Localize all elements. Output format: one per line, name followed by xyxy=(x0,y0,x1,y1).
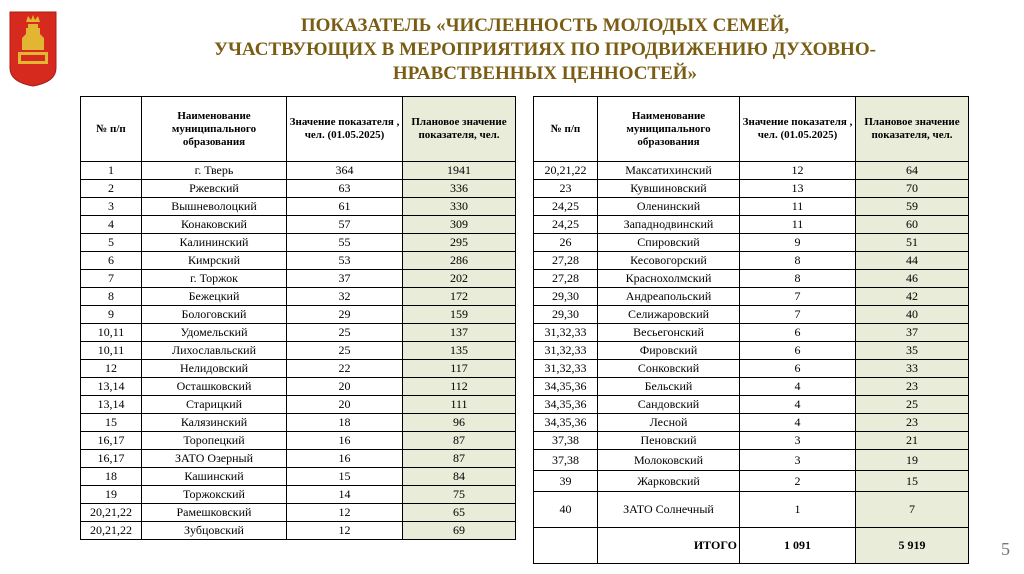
row-plan: 19 xyxy=(856,450,969,471)
row-name: Кашинский xyxy=(142,468,287,486)
row-num: 31,32,33 xyxy=(534,324,598,342)
row-value: 14 xyxy=(287,486,403,504)
row-value: 20 xyxy=(287,396,403,414)
row-value: 15 xyxy=(287,468,403,486)
row-num: 10,11 xyxy=(81,324,142,342)
row-plan: 309 xyxy=(403,216,516,234)
row-name: Молоковский xyxy=(598,450,740,471)
row-value: 55 xyxy=(287,234,403,252)
row-name: г. Тверь xyxy=(142,162,287,180)
row-name: Кувшиновский xyxy=(598,180,740,198)
table-row xyxy=(534,306,969,324)
row-num: 20,21,22 xyxy=(81,522,142,540)
row-num: 37,38 xyxy=(534,450,598,471)
row-num: 18 xyxy=(81,468,142,486)
row-value: 25 xyxy=(287,324,403,342)
row-num: 31,32,33 xyxy=(534,342,598,360)
row-num: 4 xyxy=(81,216,142,234)
table-row xyxy=(534,288,969,306)
row-value: 6 xyxy=(740,324,856,342)
table-row xyxy=(534,234,969,252)
table-row xyxy=(534,471,969,492)
row-num: 34,35,36 xyxy=(534,414,598,432)
table-row xyxy=(81,414,516,432)
row-plan: 59 xyxy=(856,198,969,216)
title-line-2: УЧАСТВУЮЩИХ В МЕРОПРИЯТИЯХ ПО ПРОДВИЖЕНИЮ ДУХОВНО- xyxy=(214,39,876,60)
row-name: Вышневолоцкий xyxy=(142,198,287,216)
row-value: 11 xyxy=(740,216,856,234)
table-row xyxy=(81,324,516,342)
table-row xyxy=(534,432,969,450)
row-name: Селижаровский xyxy=(598,306,740,324)
row-value: 7 xyxy=(740,288,856,306)
row-plan: 44 xyxy=(856,252,969,270)
row-plan: 111 xyxy=(403,396,516,414)
row-num: 34,35,36 xyxy=(534,378,598,396)
table-row xyxy=(534,324,969,342)
row-num: 1 xyxy=(81,162,142,180)
row-num: 13,14 xyxy=(81,396,142,414)
total-value: 1 091 xyxy=(740,528,856,564)
row-value: 16 xyxy=(287,450,403,468)
row-plan: 65 xyxy=(403,504,516,522)
row-num: 37,38 xyxy=(534,432,598,450)
row-name: Оленинский xyxy=(598,198,740,216)
row-plan: 96 xyxy=(403,414,516,432)
row-value: 22 xyxy=(287,360,403,378)
row-value: 61 xyxy=(287,198,403,216)
row-value: 37 xyxy=(287,270,403,288)
row-plan: 15 xyxy=(856,471,969,492)
total-label: ИТОГО xyxy=(598,528,740,564)
row-num: 40 xyxy=(534,492,598,528)
table-header-row xyxy=(81,97,516,162)
row-value: 4 xyxy=(740,396,856,414)
row-plan: 117 xyxy=(403,360,516,378)
table-row xyxy=(534,360,969,378)
row-name: Лихославльский xyxy=(142,342,287,360)
table-row xyxy=(534,450,969,471)
row-num: 20,21,22 xyxy=(81,504,142,522)
row-value: 4 xyxy=(740,414,856,432)
row-name: Бологовский xyxy=(142,306,287,324)
title-line-1: ПОКАЗАТЕЛЬ «ЧИСЛЕННОСТЬ МОЛОДЫХ СЕМЕЙ, xyxy=(300,15,790,36)
row-plan: 135 xyxy=(403,342,516,360)
table-row xyxy=(81,198,516,216)
row-value: 18 xyxy=(287,414,403,432)
table-row xyxy=(534,342,969,360)
row-name: Западнодвинский xyxy=(598,216,740,234)
row-num: 29,30 xyxy=(534,288,598,306)
row-num: 12 xyxy=(81,360,142,378)
municipalities-table-left xyxy=(80,96,516,540)
row-plan: 37 xyxy=(856,324,969,342)
row-plan: 60 xyxy=(856,216,969,234)
table-row xyxy=(81,162,516,180)
row-name: Старицкий xyxy=(142,396,287,414)
row-value: 63 xyxy=(287,180,403,198)
table-row xyxy=(81,288,516,306)
row-name: г. Торжок xyxy=(142,270,287,288)
row-num: 34,35,36 xyxy=(534,396,598,414)
header-plan: Плановое значение показателя, чел. xyxy=(403,97,516,162)
row-plan: 295 xyxy=(403,234,516,252)
row-plan: 35 xyxy=(856,342,969,360)
row-num: 2 xyxy=(81,180,142,198)
table-row xyxy=(534,378,969,396)
table-row xyxy=(534,180,969,198)
row-name: Бежецкий xyxy=(142,288,287,306)
row-name: Удомельский xyxy=(142,324,287,342)
row-plan: 40 xyxy=(856,306,969,324)
row-plan: 46 xyxy=(856,270,969,288)
row-num: 10,11 xyxy=(81,342,142,360)
table-row xyxy=(81,360,516,378)
table-row xyxy=(81,432,516,450)
table-row xyxy=(81,450,516,468)
row-num: 20,21,22 xyxy=(534,162,598,180)
header-value: Значение показателя , чел. (01.05.2025) xyxy=(287,97,403,162)
table-row xyxy=(81,486,516,504)
row-num: 31,32,33 xyxy=(534,360,598,378)
table-row xyxy=(534,270,969,288)
row-num: 26 xyxy=(534,234,598,252)
row-value: 29 xyxy=(287,306,403,324)
row-num: 16,17 xyxy=(81,432,142,450)
row-num: 24,25 xyxy=(534,216,598,234)
row-plan: 7 xyxy=(856,492,969,528)
row-value: 13 xyxy=(740,180,856,198)
row-name: Кимрский xyxy=(142,252,287,270)
row-plan: 330 xyxy=(403,198,516,216)
row-name: Ржевский xyxy=(142,180,287,198)
row-num: 15 xyxy=(81,414,142,432)
row-name: Весьегонский xyxy=(598,324,740,342)
total-row xyxy=(534,528,969,564)
row-value: 6 xyxy=(740,360,856,378)
row-name: Лесной xyxy=(598,414,740,432)
table-row xyxy=(81,396,516,414)
row-name: Кесовогорский xyxy=(598,252,740,270)
row-name: ЗАТО Озерный xyxy=(142,450,287,468)
row-num: 13,14 xyxy=(81,378,142,396)
row-plan: 159 xyxy=(403,306,516,324)
row-value: 1 xyxy=(740,492,856,528)
row-value: 3 xyxy=(740,450,856,471)
row-name: Калининский xyxy=(142,234,287,252)
row-value: 2 xyxy=(740,471,856,492)
row-name: Максатихинский xyxy=(598,162,740,180)
row-value: 364 xyxy=(287,162,403,180)
row-name: Конаковский xyxy=(142,216,287,234)
row-name: Осташковский xyxy=(142,378,287,396)
row-value: 8 xyxy=(740,270,856,288)
row-plan: 87 xyxy=(403,432,516,450)
header-value: Значение показателя , чел. (01.05.2025) xyxy=(740,97,856,162)
table-row xyxy=(81,378,516,396)
row-plan: 87 xyxy=(403,450,516,468)
row-value: 12 xyxy=(740,162,856,180)
row-value: 8 xyxy=(740,252,856,270)
page-title xyxy=(95,14,995,86)
row-num: 3 xyxy=(81,198,142,216)
row-plan: 69 xyxy=(403,522,516,540)
row-num: 23 xyxy=(534,180,598,198)
row-value: 20 xyxy=(287,378,403,396)
row-plan: 1941 xyxy=(403,162,516,180)
header-name: Наименование муниципального образования xyxy=(598,97,740,162)
table-header-row xyxy=(534,97,969,162)
row-plan: 25 xyxy=(856,396,969,414)
table-row xyxy=(81,306,516,324)
title-line-3: НРАВСТВЕННЫХ ЦЕННОСТЕЙ» xyxy=(392,63,698,84)
row-name: Пеновский xyxy=(598,432,740,450)
table-row xyxy=(534,396,969,414)
row-value: 9 xyxy=(740,234,856,252)
row-value: 7 xyxy=(740,306,856,324)
row-name: Андреапольский xyxy=(598,288,740,306)
row-name: Бельский xyxy=(598,378,740,396)
row-name: Спировский xyxy=(598,234,740,252)
row-num: 27,28 xyxy=(534,252,598,270)
row-plan: 51 xyxy=(856,234,969,252)
row-num: 6 xyxy=(81,252,142,270)
header-name: Наименование муниципального образования xyxy=(142,97,287,162)
row-num: 24,25 xyxy=(534,198,598,216)
row-name: Зубцовский xyxy=(142,522,287,540)
row-value: 11 xyxy=(740,198,856,216)
table-row xyxy=(534,216,969,234)
row-num: 5 xyxy=(81,234,142,252)
table-row xyxy=(534,414,969,432)
row-name: ЗАТО Солнечный xyxy=(598,492,740,528)
row-num: 7 xyxy=(81,270,142,288)
row-plan: 112 xyxy=(403,378,516,396)
row-value: 53 xyxy=(287,252,403,270)
table-row xyxy=(81,234,516,252)
row-plan: 42 xyxy=(856,288,969,306)
row-value: 57 xyxy=(287,216,403,234)
page-number: 5 xyxy=(1001,539,1010,559)
row-value: 16 xyxy=(287,432,403,450)
row-name: Сандовский xyxy=(598,396,740,414)
row-value: 3 xyxy=(740,432,856,450)
table-row xyxy=(534,162,969,180)
row-value: 6 xyxy=(740,342,856,360)
row-name: Фировский xyxy=(598,342,740,360)
table-row xyxy=(81,252,516,270)
total-empty-cell xyxy=(534,528,598,564)
row-plan: 286 xyxy=(403,252,516,270)
row-plan: 172 xyxy=(403,288,516,306)
table-row xyxy=(81,504,516,522)
row-num: 29,30 xyxy=(534,306,598,324)
row-value: 32 xyxy=(287,288,403,306)
row-name: Сонковский xyxy=(598,360,740,378)
row-value: 25 xyxy=(287,342,403,360)
row-plan: 75 xyxy=(403,486,516,504)
row-name: Торжокский xyxy=(142,486,287,504)
row-num: 27,28 xyxy=(534,270,598,288)
row-plan: 202 xyxy=(403,270,516,288)
row-plan: 64 xyxy=(856,162,969,180)
row-num: 8 xyxy=(81,288,142,306)
row-name: Торопецкий xyxy=(142,432,287,450)
row-plan: 84 xyxy=(403,468,516,486)
row-plan: 70 xyxy=(856,180,969,198)
tver-coat-of-arms-icon xyxy=(8,10,58,88)
row-name: Нелидовский xyxy=(142,360,287,378)
table-row xyxy=(534,252,969,270)
header-num: № п/п xyxy=(81,97,142,162)
row-plan: 23 xyxy=(856,378,969,396)
row-value: 12 xyxy=(287,522,403,540)
row-num: 19 xyxy=(81,486,142,504)
table-row xyxy=(534,492,969,528)
row-plan: 23 xyxy=(856,414,969,432)
row-num: 9 xyxy=(81,306,142,324)
header-num: № п/п xyxy=(534,97,598,162)
row-name: Жарковский xyxy=(598,471,740,492)
row-num: 39 xyxy=(534,471,598,492)
table-row xyxy=(534,198,969,216)
row-name: Рамешковский xyxy=(142,504,287,522)
row-plan: 33 xyxy=(856,360,969,378)
row-plan: 21 xyxy=(856,432,969,450)
table-row xyxy=(81,180,516,198)
row-value: 4 xyxy=(740,378,856,396)
municipalities-table-right xyxy=(533,96,969,564)
table-row xyxy=(81,468,516,486)
row-num: 16,17 xyxy=(81,450,142,468)
row-plan: 336 xyxy=(403,180,516,198)
table-row xyxy=(81,216,516,234)
row-name: Краснохолмский xyxy=(598,270,740,288)
header-plan: Плановое значение показателя, чел. xyxy=(856,97,969,162)
row-value: 12 xyxy=(287,504,403,522)
table-row xyxy=(81,270,516,288)
row-name: Калязинский xyxy=(142,414,287,432)
table-row xyxy=(81,522,516,540)
row-plan: 137 xyxy=(403,324,516,342)
total-plan: 5 919 xyxy=(856,528,969,564)
table-row xyxy=(81,342,516,360)
